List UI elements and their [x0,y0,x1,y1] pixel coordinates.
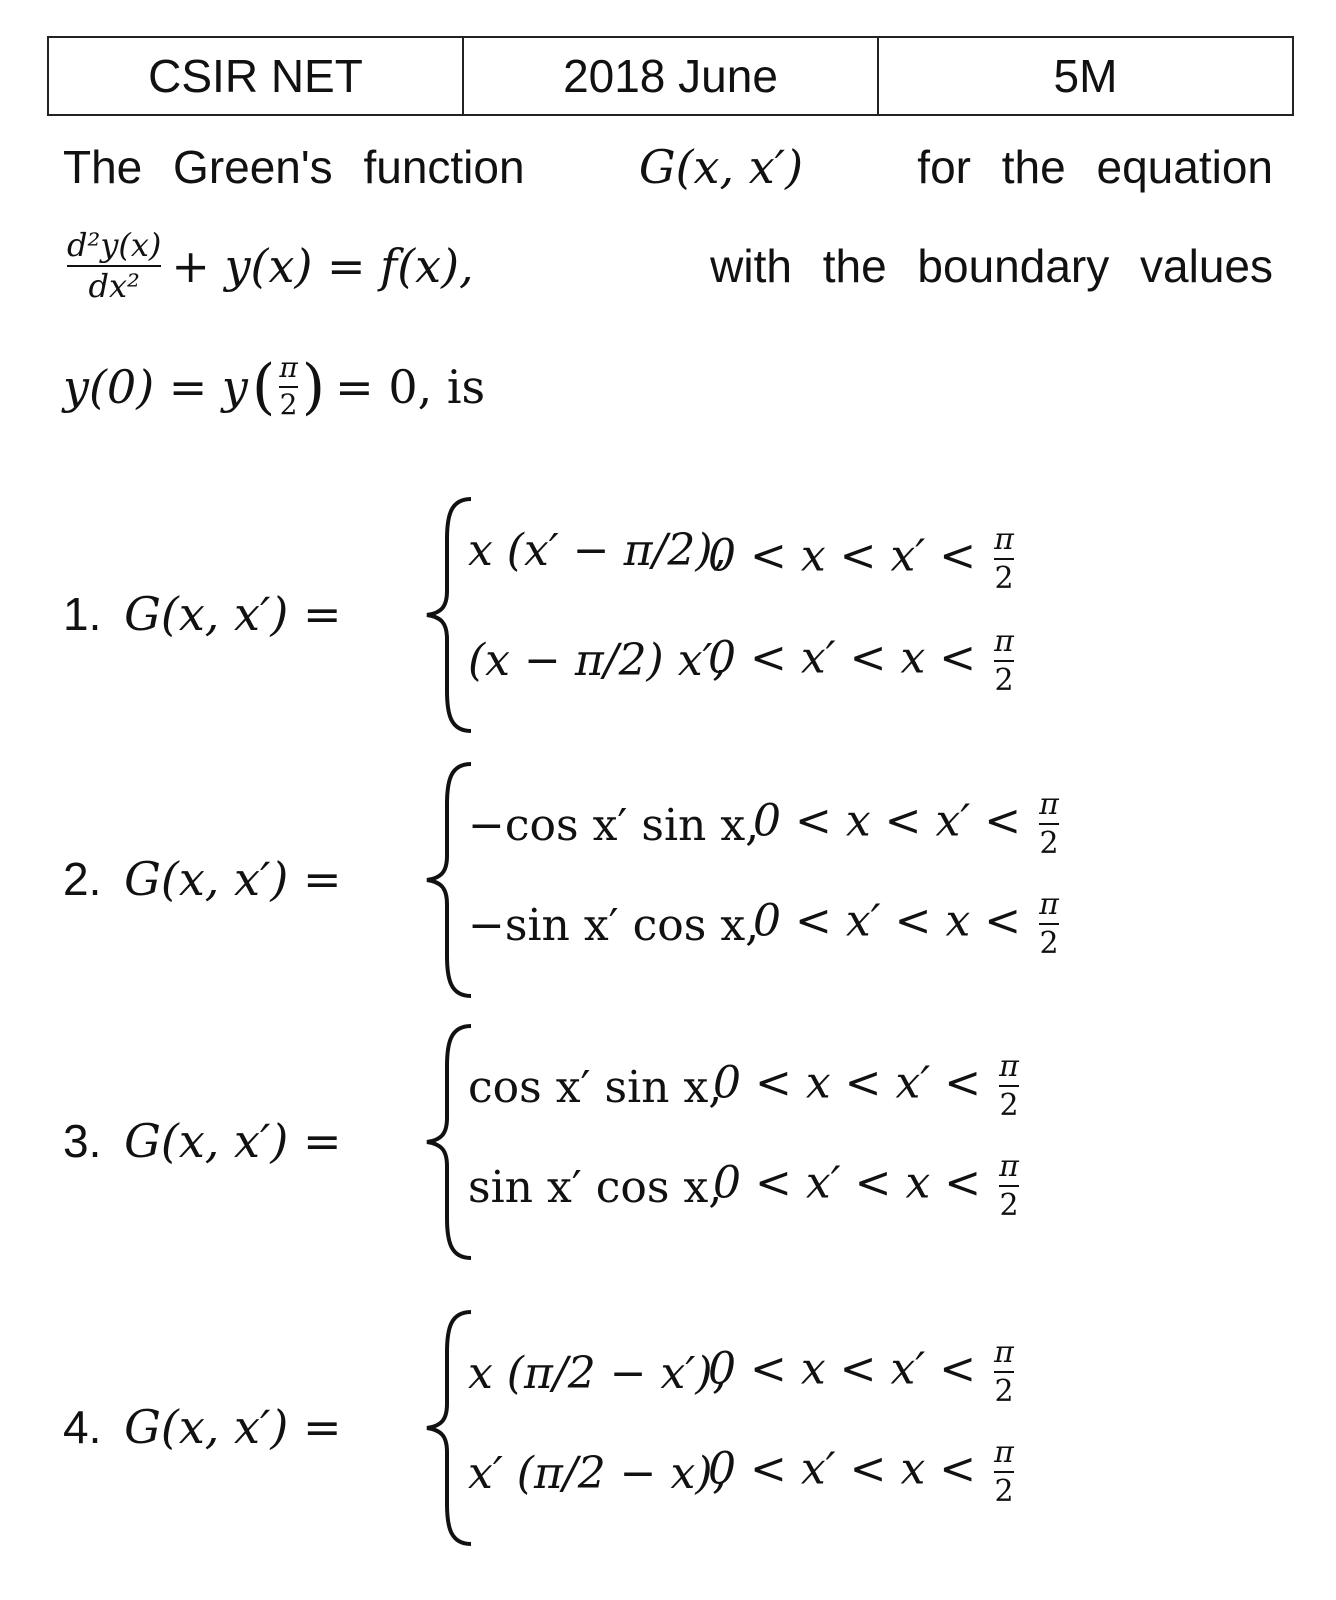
option-4[interactable] [63,1308,1293,1548]
option-1[interactable] [63,495,1293,735]
left-brace-icon [423,1022,483,1262]
question-text-a: The Green's function [63,141,525,193]
option-1-cond-1: 0 < x < x′ < $\frac{\pi}{2}$ [708,522,1014,596]
option-3-case-2: sin x′ cos x, [468,1162,723,1213]
question-line-1 [63,140,1273,194]
option-2[interactable] [63,760,1293,1000]
option-2-cond-1: 0 < x < x′ < $\frac{\pi}{2}$ [753,787,1059,861]
option-1-case-1: x (x′ − π/2), [468,525,727,576]
option-4-cond-2: 0 < x′ < x < $\frac{\pi}{2}$ [708,1435,1014,1509]
bc-right: = 0, is [335,360,486,414]
option-lhs: G(x, x′) = [124,1114,342,1168]
bc-left: y(0) = y [63,360,248,414]
option-number: 4. [63,1401,102,1453]
option-3[interactable] [63,1022,1293,1262]
option-3-cond-2: 0 < x′ < x < $\frac{\pi}{2}$ [713,1149,1019,1223]
option-1-case-2: (x − π/2) x′, [468,635,727,686]
option-lhs: G(x, x′) = [124,1400,342,1454]
option-2-case-2: −sin x′ cos x, [468,900,760,951]
question-marks: 5M [877,38,1292,114]
option-number: 3. [63,1115,102,1167]
bc-pi-over-2: $\frac{\pi}{2}$ [279,351,298,421]
option-2-case-1: −cos x′ sin x, [468,800,760,851]
option-2-cond-2: 0 < x′ < x < $\frac{\pi}{2}$ [753,887,1059,961]
header-table [47,36,1294,116]
option-3-cond-1: 0 < x < x′ < $\frac{\pi}{2}$ [713,1049,1019,1123]
left-brace-icon [423,760,483,1000]
option-4-case-2: x′ (π/2 − x), [468,1448,727,1499]
exam-name: CSIR NET [148,50,363,102]
option-number: 2. [63,853,102,905]
exam-session: 2018 June [462,38,877,114]
left-brace-icon [423,1308,483,1548]
equation-rhs: + y(x) = f(x), [171,239,474,294]
second-derivative: $\frac{\text{d²y(x)}}{\text{dx²}}$ [67,226,162,306]
question-text-c: with the boundary values [710,240,1273,293]
question-line-2 [63,228,1273,304]
boundary-conditions: y(0) = y ( $\frac{\pi}{2}$ ) = 0, is [63,351,486,422]
option-3-case-1: cos x′ sin x, [468,1062,723,1113]
option-number: 1. [63,588,102,640]
question-text-b: for the equation [917,141,1273,193]
option-4-cond-1: 0 < x < x′ < $\frac{\pi}{2}$ [708,1335,1014,1409]
option-1-cond-2: 0 < x′ < x < $\frac{\pi}{2}$ [708,624,1014,698]
option-lhs: G(x, x′) = [124,587,342,641]
greens-function-symbol: G(x, x′) [638,140,804,194]
option-lhs: G(x, x′) = [124,852,342,906]
option-4-case-1: x (π/2 − x′), [468,1348,727,1399]
